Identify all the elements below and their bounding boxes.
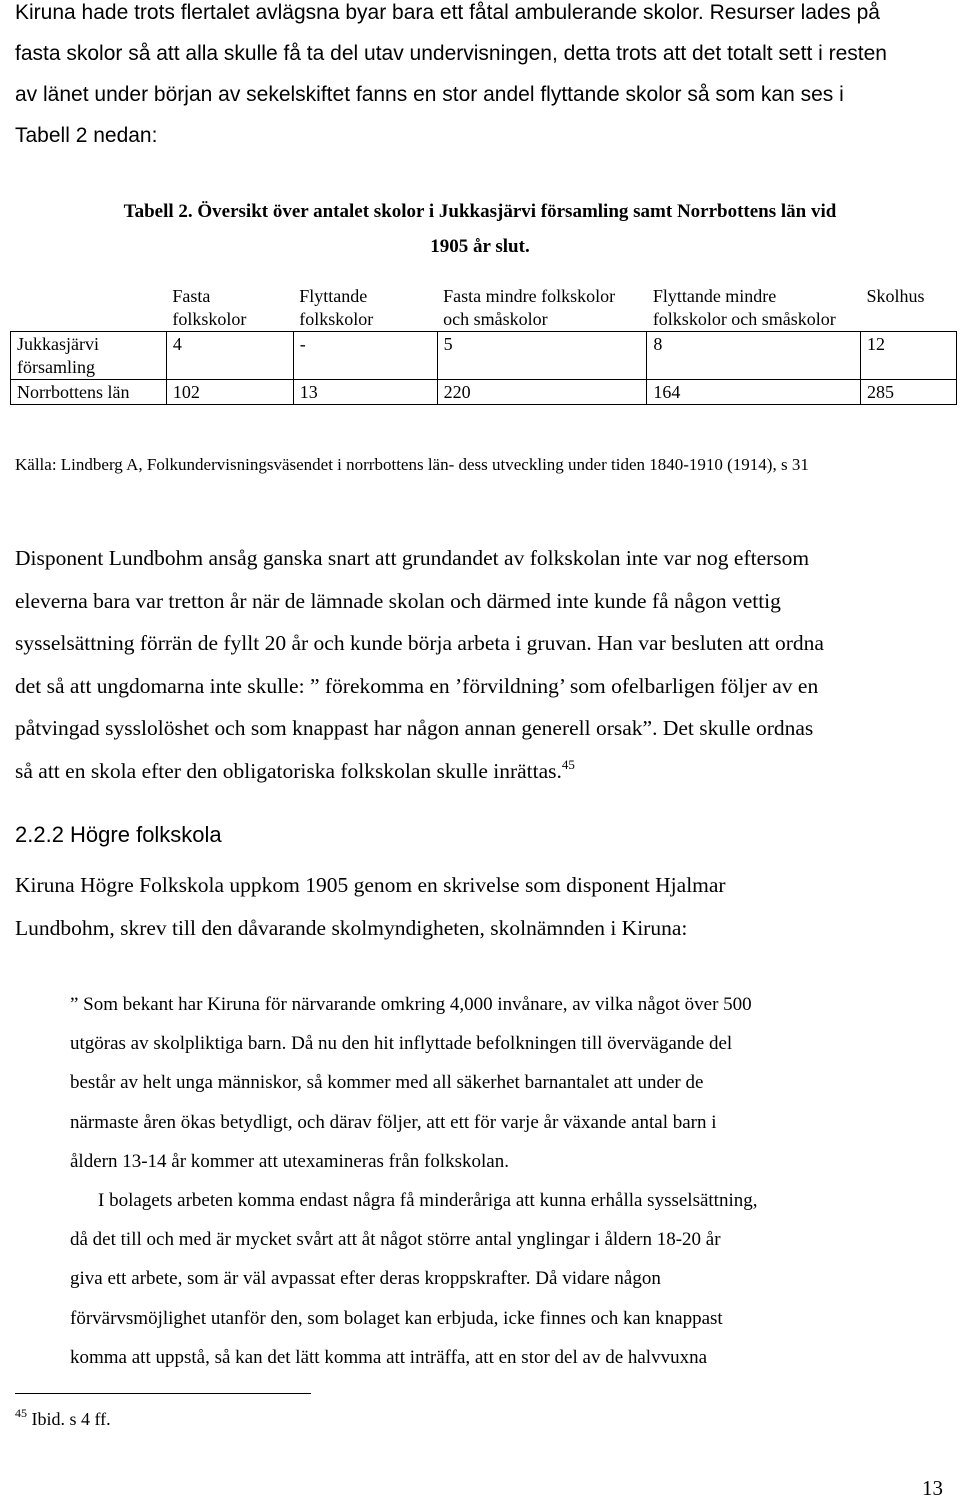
text-line: Kiruna Högre Folkskola uppkom 1905 genom en skrivelse som disponent Hjalmar bbox=[15, 873, 726, 897]
quote-line: består av helt unga människor, så kommer med all säkerhet barnantalet att under de bbox=[70, 1072, 704, 1094]
table-header-cell: Flyttande folkskolor bbox=[293, 284, 437, 332]
table-caption-continued: 1905 år slut. bbox=[430, 236, 530, 257]
section-heading: 2.2.2 Högre folkskola bbox=[15, 822, 222, 847]
text-line: påtvingad sysslolöshet och som knappast har någon annan generell orsak”. Det skulle ordnas bbox=[15, 716, 814, 740]
quote-line: förvärvsmöjlighet utanför den, som bolaget kan erbjuda, icke finnes och kan knappast bbox=[70, 1307, 723, 1329]
text-line: Lundbohm, skrev till den dåvarande skolmyndigheten, skolnämnden i Kiruna: bbox=[15, 915, 688, 940]
quote-line: åldern 13-14 år kommer att utexamineras från folkskolan. bbox=[70, 1150, 509, 1172]
body-paragraph bbox=[15, 537, 950, 792]
table-cell: 5 bbox=[437, 332, 647, 380]
footnote bbox=[15, 1404, 111, 1434]
table-cell: 13 bbox=[293, 380, 437, 405]
table-cell: 164 bbox=[647, 380, 861, 405]
table-cell: 8 bbox=[647, 332, 861, 380]
schools-table bbox=[10, 284, 957, 405]
quote-line: ” Som bekant har Kiruna för närvarande omkring 4,000 invånare, av vilka något över 500 bbox=[70, 994, 752, 1015]
table-cell: 12 bbox=[861, 332, 957, 380]
quote-line: då det till och med är mycket svårt att åt något större antal ynglingar i åldern 18-20 år bbox=[70, 1229, 721, 1251]
table-cell: 4 bbox=[166, 332, 293, 380]
text-line: det så att ungdomarna inte skulle: ” förekomma en ’förvildning’ som ofelbarligen följer av en bbox=[15, 673, 819, 698]
intro-paragraph bbox=[15, 0, 950, 156]
text-line: Tabell 2 nedan: bbox=[15, 124, 158, 147]
table-header-cell: Fasta mindre folkskolor och småskolor bbox=[437, 284, 647, 332]
table-cell: 102 bbox=[166, 380, 293, 405]
quote-line: I bolagets arbeten komma endast några få minderåriga att kunna erhålla sysselsättning, bbox=[98, 1190, 758, 1212]
table-caption: Tabell 2. Översikt över antalet skolor i Jukkasjärvi församling samt Norrbottens län vid bbox=[123, 201, 837, 222]
quote-line: giva ett arbete, som är väl avpassat efter deras kroppskrafter. Då vidare någon bbox=[70, 1268, 661, 1290]
text-line-content: så att en skola efter den obligatoriska folkskolan skulle inrättas. bbox=[15, 758, 562, 783]
block-quote bbox=[70, 985, 930, 1377]
table-header-row bbox=[11, 284, 957, 332]
text-line: sysselsättning förrän de fyllt 20 år och kunde börja arbeta i gruvan. Han var besluten att ordna bbox=[15, 631, 824, 655]
table-header-cell: Skolhus bbox=[861, 284, 957, 332]
footnote-reference[interactable]: 45 bbox=[561, 756, 575, 772]
table-row-label: Jukkasjärvi församling bbox=[11, 332, 167, 380]
body-paragraph bbox=[15, 864, 950, 949]
footnote-text: Ibid. s 4 ff. bbox=[31, 1409, 111, 1429]
table-row-label: Norrbottens län bbox=[11, 380, 167, 405]
text-line: Disponent Lundbohm ansåg ganska snart att grundandet av folkskolan inte var nog eftersom bbox=[15, 546, 810, 570]
footnote-number: 45 bbox=[15, 1406, 27, 1420]
table-row bbox=[11, 332, 957, 380]
text-line: Kiruna hade trots flertalet avlägsna byar bara ett fåtal ambulerande skolor. Resurser lades på bbox=[15, 1, 880, 24]
table-cell: 220 bbox=[437, 380, 647, 405]
table-header-cell bbox=[11, 284, 167, 332]
table-cell: 285 bbox=[861, 380, 957, 405]
table-cell: - bbox=[293, 332, 437, 380]
footnote-divider bbox=[15, 1393, 311, 1394]
text-line: av länet under början av sekelskiftet fanns en stor andel flyttande skolor så som kan ses i bbox=[15, 83, 844, 106]
table-header-cell: Flyttande mindre folkskolor och småskolor bbox=[647, 284, 861, 332]
text-line bbox=[15, 750, 950, 793]
text-line: fasta skolor så att alla skulle få ta del utav undervisningen, detta trots att det totalt sett i resten bbox=[15, 42, 887, 65]
quote-line: närmaste åren ökas betydligt, och därav följer, att ett för varje år växande antal barn i bbox=[70, 1111, 717, 1133]
table-source-note: Källa: Lindberg A, Folkundervisningsväsendet i norrbottens län- dess utveckling under tiden 1840-1910 (1914), s 31 bbox=[15, 455, 809, 474]
quote-line: komma att uppstå, så kan det lätt komma att inträffa, att en stor del av de halvvuxna bbox=[70, 1346, 708, 1368]
quote-line: utgöras av skolpliktiga barn. Då nu den hit inflyttade befolkningen till övervägande del bbox=[70, 1033, 733, 1055]
table-header-cell: Fasta folkskolor bbox=[166, 284, 293, 332]
text-line: eleverna bara var tretton år när de lämnade skolan och därmed inte kunde få någon vettig bbox=[15, 588, 781, 613]
table-row bbox=[11, 380, 957, 405]
page-number: 13 bbox=[922, 1476, 943, 1500]
